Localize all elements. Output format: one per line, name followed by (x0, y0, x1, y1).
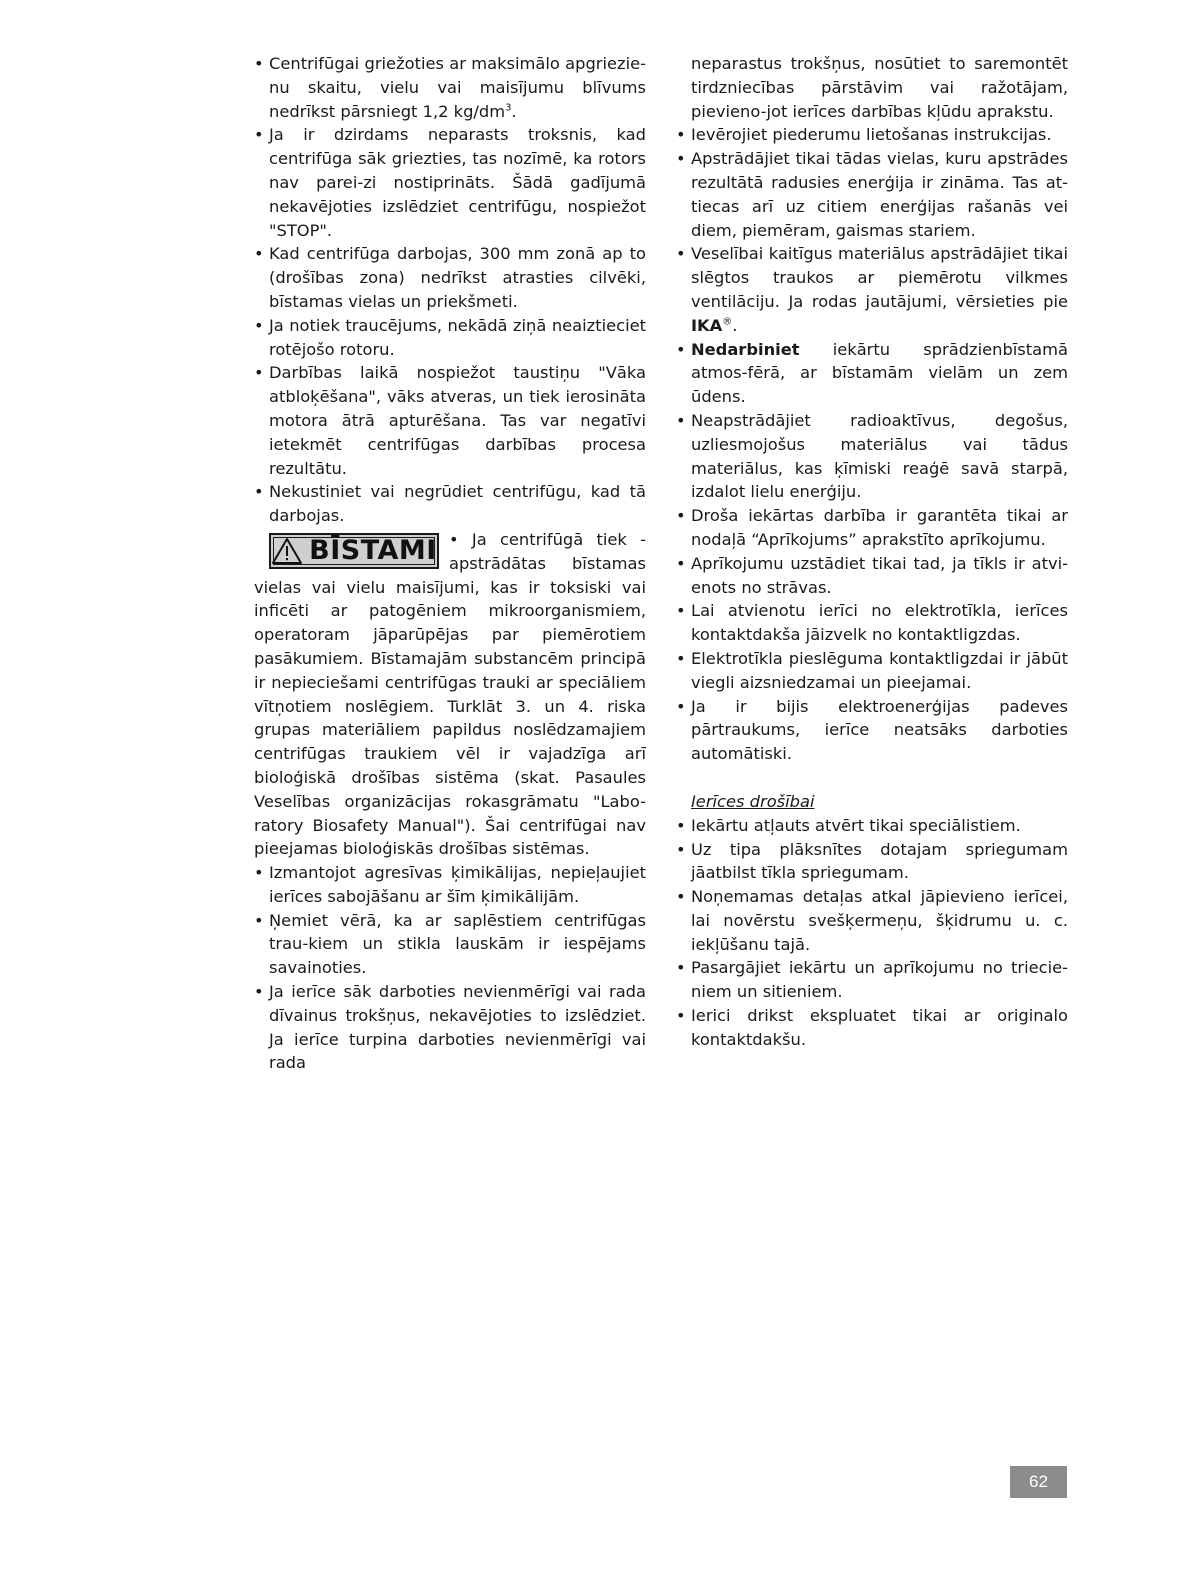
list-item: • Nekustiniet vai negrūdiet centrifūgu, kad tā darbojas. (254, 482, 646, 526)
bullet: • (254, 363, 264, 383)
danger-warning-block (254, 528, 646, 861)
bullet: • (676, 601, 686, 621)
section-heading: Ierīces drošībai (691, 791, 815, 811)
bullet: • (676, 839, 686, 859)
list-item: • Kad centrifūga darbojas, 300 mm zonā ap to (drošības zona) nedrīkst atrasties cilvēki, bīstamas vielas un priekšmeti. (254, 244, 646, 311)
list-item: • Ņemiet vērā, ka ar saplēstiem centrifūgas trau-kiem un stikla lauskām ir iespējams savainoties. (254, 910, 646, 978)
bullet: • (676, 958, 686, 978)
list-item: • Droša iekārtas darbība ir garantēta tikai ar nodaļā “Aprīkojums” aprakstīto aprīkojumu. (676, 506, 1068, 549)
bullet: • (676, 149, 686, 169)
list-item: • Uz tipa plāksnītes dotajam spriegumam jāatbilst tīkla spriegumam. (676, 839, 1068, 883)
list-item: • Ja ir dzirdams neparasts troksnis, kad centrifūga sāk griezties, tas nozīmē, ka rotors nav parei-zi nostiprināts. Šādā gadījumā nekavējoties izslēdziet centrifūgu, nospiežot "STOP". (254, 125, 646, 240)
list-item: • Centrifūgai griežoties ar maksimālo apgriezie-nu skaitu, vielu vai maisījumu blīvums nedrīkst pārsniegt 1,2 $kg/dm^3$. (254, 54, 646, 121)
list-item: • Ja ierīce sāk darboties nevienmērīgi vai rada dīvainus trokšņus, nekavējoties to izslēdziet. Ja ierīce turpina darboties nevienmērīgi vai rada (254, 982, 646, 1073)
list-item: • Ja notiek traucējums, nekādā ziņā neaiztieciet rotējošo rotoru. (254, 315, 646, 359)
bullet: • (254, 125, 264, 145)
bullet: • (676, 410, 686, 430)
danger-warning-text: • Ja centrifūgā tiek - apstrādātas bīstamas vielas vai vielu maisījumi, kas ir toksiski vai inficēti ar patogēniem mikroorganismiem, operatoram jāparūpējas par piemērotiem pasākumiem. Bīstamajām substancēm principā ir nepieciešami centrifūgas trauki ar speciāliem vītņotiem noslēgiem. Turklāt 3. un 4. riska grupas materiāliem papildus noslēdzamajiem centrifūgas traukiem vēl ir vajadzīga arī bioloģiskā drošības sistēma (skat. Pasaules Veselības organizācijas rokasgrāmatu "Labo-ratory Biosafety Manual"). Šai centrifūgai nav pieejamas bioloģiskās drošības sistēmas. (254, 529, 646, 859)
list-item: • Ja ir bijis elektroenerģijas padeves pārtraukums, ierīce neatsāks darboties automātiski. (676, 696, 1068, 764)
bullet: • (676, 1006, 686, 1026)
page-number: 62 (1010, 1466, 1067, 1498)
left-column (254, 52, 646, 1075)
list-item: • Aprīkojumu uzstādiet tikai tad, ja tīkls ir atvi-enots no strāvas. (676, 553, 1068, 597)
bullet: • (254, 482, 264, 502)
list-item: • Elektrotīkla pieslēguma kontaktligzdai ir jābūt viegli aizsniedzamai un pieejamai. (676, 648, 1068, 692)
bullet: • (676, 648, 686, 668)
bullet: • (676, 887, 686, 907)
list-item: • Izmantojot agresīvas ķimikālijas, nepieļaujiet ierīces sabojāšanu ar šīm ķimikālijām. (254, 863, 646, 906)
list-item: • Noņemamas detaļas atkal jāpievieno ierīcei, lai novērstu svešķermeņu, šķidrumu u. c. iekļūšanu tajā. (676, 887, 1068, 954)
list-item: • Apstrādājiet tikai tādas vielas, kuru apstrādes rezultātā radusies enerģija ir zināma. Tas at-tiecas arī uz citiem enerģijas rašanās vei diem, piemēram, gaismas stariem. (676, 149, 1068, 240)
list-item: • Ierici drikst ekspluatet tikai ar originalo kontaktdakšu. (676, 1006, 1068, 1049)
bullet: • (254, 863, 264, 883)
list-item: • Veselībai kaitīgus materiālus apstrādājiet tikai slēgtos traukos ar piemērotu vilkmes ventilāciju. Ja rodas jautājumi, vērsieties pie IKA®. (676, 244, 1068, 335)
list-item: • Pasargājiet iekārtu un aprīkojumu no triecie-niem un sitieniem. (676, 958, 1068, 1002)
continued-text: neparastus trokšņus, nosūtiet to saremontēt tirdzniecības pārstāvim vai ražotājam, pievieno-jot ierīces darbības kļūdu aprakstu. (691, 54, 1068, 121)
bullet: • (254, 244, 264, 264)
right-column (676, 52, 1068, 1052)
bullet: • (676, 553, 686, 573)
list-item: • Neapstrādājiet radioaktīvus, degošus, uzliesmojošus materiālus vai tādus materiālus, kas ķīmiski reaģē savā starpā, izdalot lielu enerģiju. (676, 410, 1068, 502)
danger-warning-label: BĪSTAMI (309, 535, 437, 567)
bullet: • (254, 315, 264, 335)
bullet: • (676, 125, 686, 145)
bullet: • (676, 815, 686, 835)
danger-warning-badge (269, 533, 439, 569)
bullet: • (676, 696, 686, 716)
warning-triangle-icon (271, 537, 303, 565)
bullet: • (676, 506, 686, 526)
list-item: • Darbības laikā nospiežot taustiņu "Vāka atbloķēšana", vāks atveras, un tiek ierosināta motora ātrā apturēšana. Tas var negatīvi ietekmēt centrifūgas darbības procesa rezultātu. (254, 363, 646, 478)
list-item: • Lai atvienotu ierīci no elektrotīkla, ierīces kontaktdakša jāizvelk no kontaktligzdas. (676, 601, 1068, 645)
bullet: • (254, 982, 264, 1002)
list-item: • Iekārtu atļauts atvērt tikai speciālistiem. (676, 814, 1068, 838)
ika-brand: IKA (691, 315, 723, 335)
bullet: • (676, 244, 686, 264)
list-item: • Nedarbiniet iekārtu sprādzienbīstamā atmos-fērā, ar bīstamām vielām un zem ūdens. (676, 339, 1068, 407)
list-item: • Ievērojiet piederumu lietošanas instrukcijas. (676, 123, 1068, 147)
bullet: • (254, 910, 264, 930)
bullet: • (676, 339, 686, 359)
bullet: • (254, 54, 264, 73)
